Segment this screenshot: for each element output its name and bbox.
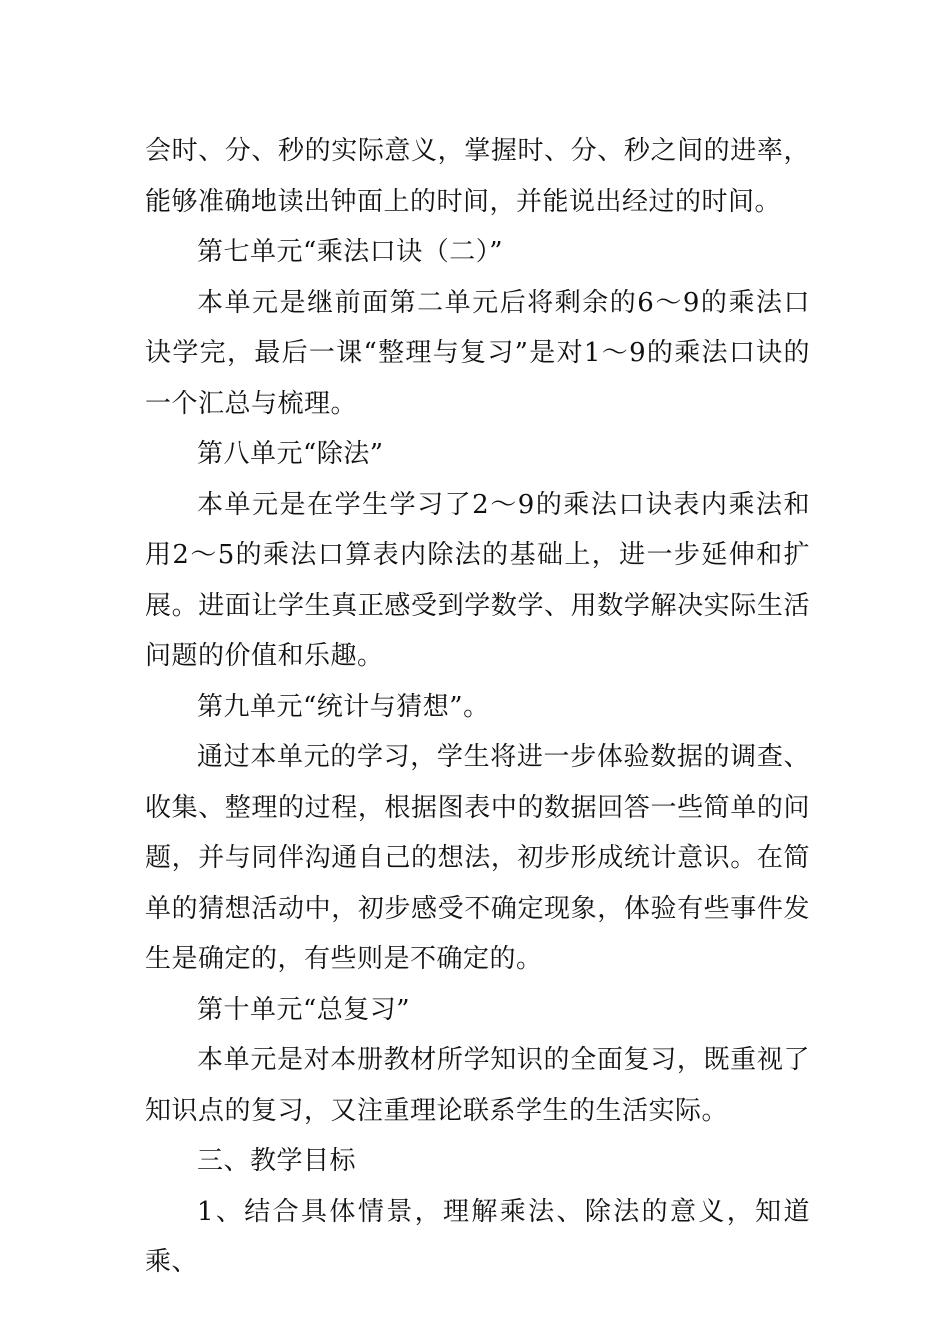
paragraph-unit-7: 本单元是继前面第二单元后将剩余的6～9的乘法口诀学完，最后一课“整理与复习”是对1～9的乘法口诀的一个汇总与梳理。 — [145, 287, 810, 419]
heading-unit-7: 第七单元“乘法口诀（二）” — [197, 237, 504, 267]
paragraph-unit-9: 通过本单元的学习，学生将进一步体验数据的调查、收集、整理的过程，根据图表中的数据回答一些简单的问题，并与同伴沟通自己的想法，初步形成统计意识。在简单的猜想活动中，初步感受不确定现象，体验有些事件发生是确定的，有些则是不确定的。 — [145, 742, 810, 974]
heading-unit-9: 第九单元“统计与猜想”。 — [197, 691, 490, 722]
heading-unit-8: 第八单元“除法” — [197, 439, 384, 469]
paragraph-unit-8: 本单元是在学生学习了2～9的乘法口诀表内乘法和用2～5的乘法口算表内除法的基础上，进一步延伸和扩展。进面让学生真正感受到学数学、用数学解决实际生活问题的价值和乐趣。 — [145, 489, 810, 671]
document-body — [145, 126, 810, 1288]
paragraph-time-units: 会时、分、秒的实际意义，掌握时、分、秒之间的进率，能够准确地读出钟面上的时间，并能说出经过的时间。 — [145, 136, 810, 217]
paragraph-unit-10: 本单元是对本册教材所学知识的全面复习，既重视了知识点的复习，又注重理论联系学生的生活实际。 — [145, 1045, 810, 1126]
heading-unit-10: 第十单元“总复习” — [197, 994, 411, 1025]
heading-teaching-goals: 三、教学目标 — [197, 1146, 357, 1176]
paragraph-goal-1: 1、结合具体情景，理解乘法、除法的意义，知道乘、 — [145, 1196, 810, 1277]
